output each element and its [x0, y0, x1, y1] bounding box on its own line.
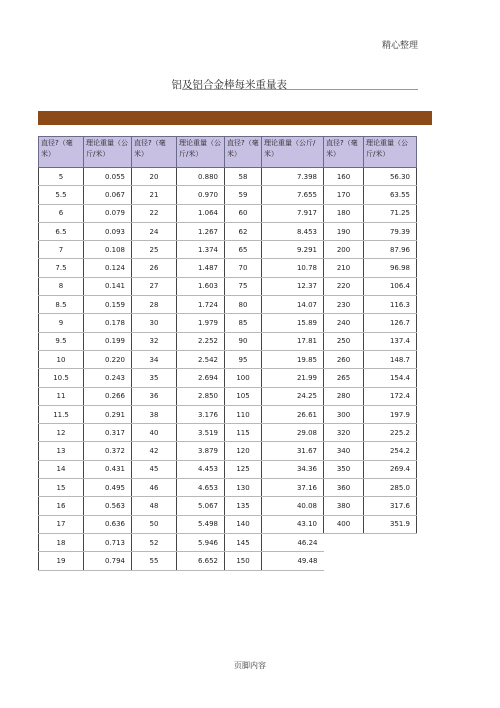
column-header: 理论重量（公斤/米）	[84, 137, 132, 168]
table-row	[39, 552, 417, 570]
weight-cell: 7.655	[262, 186, 324, 204]
diameter-cell: 6	[39, 204, 84, 222]
weight-cell: 285.0	[364, 479, 417, 497]
weight-cell: 0.880	[177, 168, 225, 186]
diameter-cell: 200	[324, 241, 364, 259]
weight-cell: 269.4	[364, 460, 417, 478]
weight-cell: 96.98	[364, 259, 417, 277]
weight-cell: 7.917	[262, 204, 324, 222]
diameter-cell: 85	[225, 314, 262, 332]
diameter-cell: 36	[132, 387, 177, 405]
weight-cell: 197.9	[364, 405, 417, 423]
title-divider	[182, 89, 418, 90]
diameter-cell: 230	[324, 296, 364, 314]
table-row	[39, 387, 417, 405]
weight-cell: 116.3	[364, 296, 417, 314]
decorative-band	[38, 111, 432, 125]
table-row	[39, 241, 417, 259]
weight-cell: 8.453	[262, 222, 324, 240]
diameter-cell: 9	[39, 314, 84, 332]
weight-cell: 5.067	[177, 497, 225, 515]
column-header: 直径?（毫米）	[324, 137, 364, 168]
diameter-cell: 320	[324, 424, 364, 442]
diameter-cell: 22	[132, 204, 177, 222]
diameter-cell: 48	[132, 497, 177, 515]
diameter-cell: 18	[39, 533, 84, 551]
table-row	[39, 314, 417, 332]
header-note: 精心整理	[381, 41, 418, 51]
weight-cell: 254.2	[364, 442, 417, 460]
table-header-row	[39, 137, 417, 168]
diameter-cell: 40	[132, 424, 177, 442]
diameter-cell: 265	[324, 369, 364, 387]
weight-cell: 0.124	[84, 259, 132, 277]
weight-cell: 2.252	[177, 332, 225, 350]
diameter-cell: 8	[39, 277, 84, 295]
weight-cell: 71.25	[364, 204, 417, 222]
weight-cell: 43.10	[262, 515, 324, 533]
diameter-cell: 14	[39, 460, 84, 478]
column-header: 直径?（毫米）	[132, 137, 177, 168]
weight-cell: 0.199	[84, 332, 132, 350]
weight-cell	[364, 533, 417, 551]
diameter-cell: 26	[132, 259, 177, 277]
table-row	[39, 479, 417, 497]
table-row	[39, 222, 417, 240]
diameter-cell: 35	[132, 369, 177, 387]
weight-cell: 49.48	[262, 552, 324, 570]
diameter-cell: 130	[225, 479, 262, 497]
weight-cell: 1.487	[177, 259, 225, 277]
table-row	[39, 442, 417, 460]
diameter-cell: 12	[39, 424, 84, 442]
weight-cell: 3.176	[177, 405, 225, 423]
weight-cell: 5.946	[177, 533, 225, 551]
diameter-cell: 6.5	[39, 222, 84, 240]
table-row	[39, 497, 417, 515]
diameter-cell: 15	[39, 479, 84, 497]
diameter-cell: 360	[324, 479, 364, 497]
diameter-cell	[324, 533, 364, 551]
table-body	[39, 168, 417, 571]
weight-cell: 137.4	[364, 332, 417, 350]
column-header: 理论重量（公斤/米）	[364, 137, 417, 168]
diameter-cell: 125	[225, 460, 262, 478]
diameter-cell: 210	[324, 259, 364, 277]
weight-cell: 10.78	[262, 259, 324, 277]
diameter-cell: 25	[132, 241, 177, 259]
weight-cell: 1.064	[177, 204, 225, 222]
diameter-cell: 60	[225, 204, 262, 222]
weight-cell: 0.108	[84, 241, 132, 259]
weight-cell: 4.653	[177, 479, 225, 497]
weight-cell: 317.6	[364, 497, 417, 515]
weight-cell: 1.603	[177, 277, 225, 295]
table-row	[39, 515, 417, 533]
weight-cell: 0.713	[84, 533, 132, 551]
column-header: 理论重量（公斤/米）	[177, 137, 225, 168]
diameter-cell: 24	[132, 222, 177, 240]
weight-cell: 225.2	[364, 424, 417, 442]
diameter-cell: 115	[225, 424, 262, 442]
diameter-cell: 120	[225, 442, 262, 460]
diameter-cell: 380	[324, 497, 364, 515]
diameter-cell: 145	[225, 533, 262, 551]
weight-cell: 0.266	[84, 387, 132, 405]
diameter-cell: 20	[132, 168, 177, 186]
weight-cell: 2.694	[177, 369, 225, 387]
diameter-cell: 7	[39, 241, 84, 259]
diameter-cell: 10	[39, 350, 84, 368]
weight-cell: 172.4	[364, 387, 417, 405]
weight-cell: 3.879	[177, 442, 225, 460]
weight-cell: 1.267	[177, 222, 225, 240]
weight-cell: 3.519	[177, 424, 225, 442]
diameter-cell: 19	[39, 552, 84, 570]
weight-cell: 1.979	[177, 314, 225, 332]
weight-table	[38, 136, 417, 571]
diameter-cell: 160	[324, 168, 364, 186]
diameter-cell: 350	[324, 460, 364, 478]
column-header: 直径?（毫米）	[225, 137, 262, 168]
weight-cell: 0.372	[84, 442, 132, 460]
weight-cell: 31.67	[262, 442, 324, 460]
weight-cell: 0.317	[84, 424, 132, 442]
table-row	[39, 405, 417, 423]
diameter-cell: 30	[132, 314, 177, 332]
diameter-cell: 34	[132, 350, 177, 368]
diameter-cell: 135	[225, 497, 262, 515]
diameter-cell: 27	[132, 277, 177, 295]
weight-cell: 0.055	[84, 168, 132, 186]
diameter-cell: 32	[132, 332, 177, 350]
weight-cell: 9.291	[262, 241, 324, 259]
diameter-cell: 105	[225, 387, 262, 405]
weight-cell: 14.07	[262, 296, 324, 314]
weight-cell: 126.7	[364, 314, 417, 332]
diameter-cell: 5	[39, 168, 84, 186]
table-row	[39, 424, 417, 442]
page-footer: 页脚内容	[234, 661, 266, 670]
weight-cell: 0.159	[84, 296, 132, 314]
weight-cell: 1.374	[177, 241, 225, 259]
diameter-cell: 42	[132, 442, 177, 460]
diameter-cell: 70	[225, 259, 262, 277]
diameter-cell: 16	[39, 497, 84, 515]
weight-cell: 26.61	[262, 405, 324, 423]
diameter-cell: 11	[39, 387, 84, 405]
column-header: 直径?（毫米）	[39, 137, 84, 168]
weight-cell: 154.4	[364, 369, 417, 387]
weight-cell: 2.542	[177, 350, 225, 368]
diameter-cell: 260	[324, 350, 364, 368]
diameter-cell: 300	[324, 405, 364, 423]
weight-cell: 148.7	[364, 350, 417, 368]
weight-cell: 79.39	[364, 222, 417, 240]
table-row	[39, 332, 417, 350]
diameter-cell: 170	[324, 186, 364, 204]
weight-cell: 34.36	[262, 460, 324, 478]
weight-cell: 351.9	[364, 515, 417, 533]
diameter-cell: 180	[324, 204, 364, 222]
weight-cell: 46.24	[262, 533, 324, 551]
diameter-cell: 9.5	[39, 332, 84, 350]
diameter-cell: 80	[225, 296, 262, 314]
diameter-cell: 17	[39, 515, 84, 533]
diameter-cell: 95	[225, 350, 262, 368]
diameter-cell: 46	[132, 479, 177, 497]
diameter-cell: 75	[225, 277, 262, 295]
page-title-text: 铝及铝合金棒每米重量表	[171, 79, 287, 91]
weight-cell: 7.398	[262, 168, 324, 186]
diameter-cell: 7.5	[39, 259, 84, 277]
diameter-cell: 58	[225, 168, 262, 186]
weight-cell: 63.55	[364, 186, 417, 204]
weight-cell: 1.724	[177, 296, 225, 314]
table-row	[39, 350, 417, 368]
diameter-cell: 220	[324, 277, 364, 295]
weight-cell: 0.291	[84, 405, 132, 423]
weight-cell: 0.178	[84, 314, 132, 332]
diameter-cell: 50	[132, 515, 177, 533]
diameter-cell: 250	[324, 332, 364, 350]
weight-cell: 6.652	[177, 552, 225, 570]
weight-cell: 4.453	[177, 460, 225, 478]
column-header: 理论重量（公斤/米）	[262, 137, 324, 168]
weight-cell: 21.99	[262, 369, 324, 387]
diameter-cell: 55	[132, 552, 177, 570]
weight-cell: 17.81	[262, 332, 324, 350]
diameter-cell: 90	[225, 332, 262, 350]
table-row	[39, 277, 417, 295]
weight-cell: 37.16	[262, 479, 324, 497]
table-row	[39, 259, 417, 277]
weight-cell: 0.079	[84, 204, 132, 222]
weight-cell: 15.89	[262, 314, 324, 332]
diameter-cell: 10.5	[39, 369, 84, 387]
weight-cell: 0.093	[84, 222, 132, 240]
weight-cell: 0.970	[177, 186, 225, 204]
diameter-cell: 240	[324, 314, 364, 332]
diameter-cell: 13	[39, 442, 84, 460]
weight-cell: 0.636	[84, 515, 132, 533]
diameter-cell: 62	[225, 222, 262, 240]
weight-cell: 56.30	[364, 168, 417, 186]
table-row	[39, 533, 417, 551]
weight-cell: 29.08	[262, 424, 324, 442]
weight-cell: 19.85	[262, 350, 324, 368]
diameter-cell: 65	[225, 241, 262, 259]
diameter-cell: 140	[225, 515, 262, 533]
weight-cell: 24.25	[262, 387, 324, 405]
diameter-cell: 100	[225, 369, 262, 387]
diameter-cell: 21	[132, 186, 177, 204]
diameter-cell: 52	[132, 533, 177, 551]
weight-cell: 87.96	[364, 241, 417, 259]
weight-cell: 5.498	[177, 515, 225, 533]
diameter-cell: 110	[225, 405, 262, 423]
diameter-cell: 45	[132, 460, 177, 478]
diameter-cell: 400	[324, 515, 364, 533]
table-row	[39, 168, 417, 186]
weight-cell: 0.563	[84, 497, 132, 515]
diameter-cell: 8.5	[39, 296, 84, 314]
table-row	[39, 204, 417, 222]
table-row	[39, 296, 417, 314]
weight-cell: 40.08	[262, 497, 324, 515]
weight-cell: 0.431	[84, 460, 132, 478]
weight-cell: 12.37	[262, 277, 324, 295]
diameter-cell: 38	[132, 405, 177, 423]
weight-cell: 0.220	[84, 350, 132, 368]
table-row	[39, 186, 417, 204]
weight-cell: 0.243	[84, 369, 132, 387]
weight-cell	[364, 552, 417, 570]
table-row	[39, 369, 417, 387]
diameter-cell: 11.5	[39, 405, 84, 423]
diameter-cell: 190	[324, 222, 364, 240]
diameter-cell: 5.5	[39, 186, 84, 204]
weight-cell: 0.067	[84, 186, 132, 204]
weight-cell: 0.141	[84, 277, 132, 295]
table-row	[39, 460, 417, 478]
diameter-cell: 340	[324, 442, 364, 460]
weight-cell: 0.495	[84, 479, 132, 497]
weight-cell: 2.850	[177, 387, 225, 405]
diameter-cell	[324, 552, 364, 570]
weight-cell: 106.4	[364, 277, 417, 295]
diameter-cell: 28	[132, 296, 177, 314]
diameter-cell: 280	[324, 387, 364, 405]
weight-cell: 0.794	[84, 552, 132, 570]
diameter-cell: 59	[225, 186, 262, 204]
diameter-cell: 150	[225, 552, 262, 570]
